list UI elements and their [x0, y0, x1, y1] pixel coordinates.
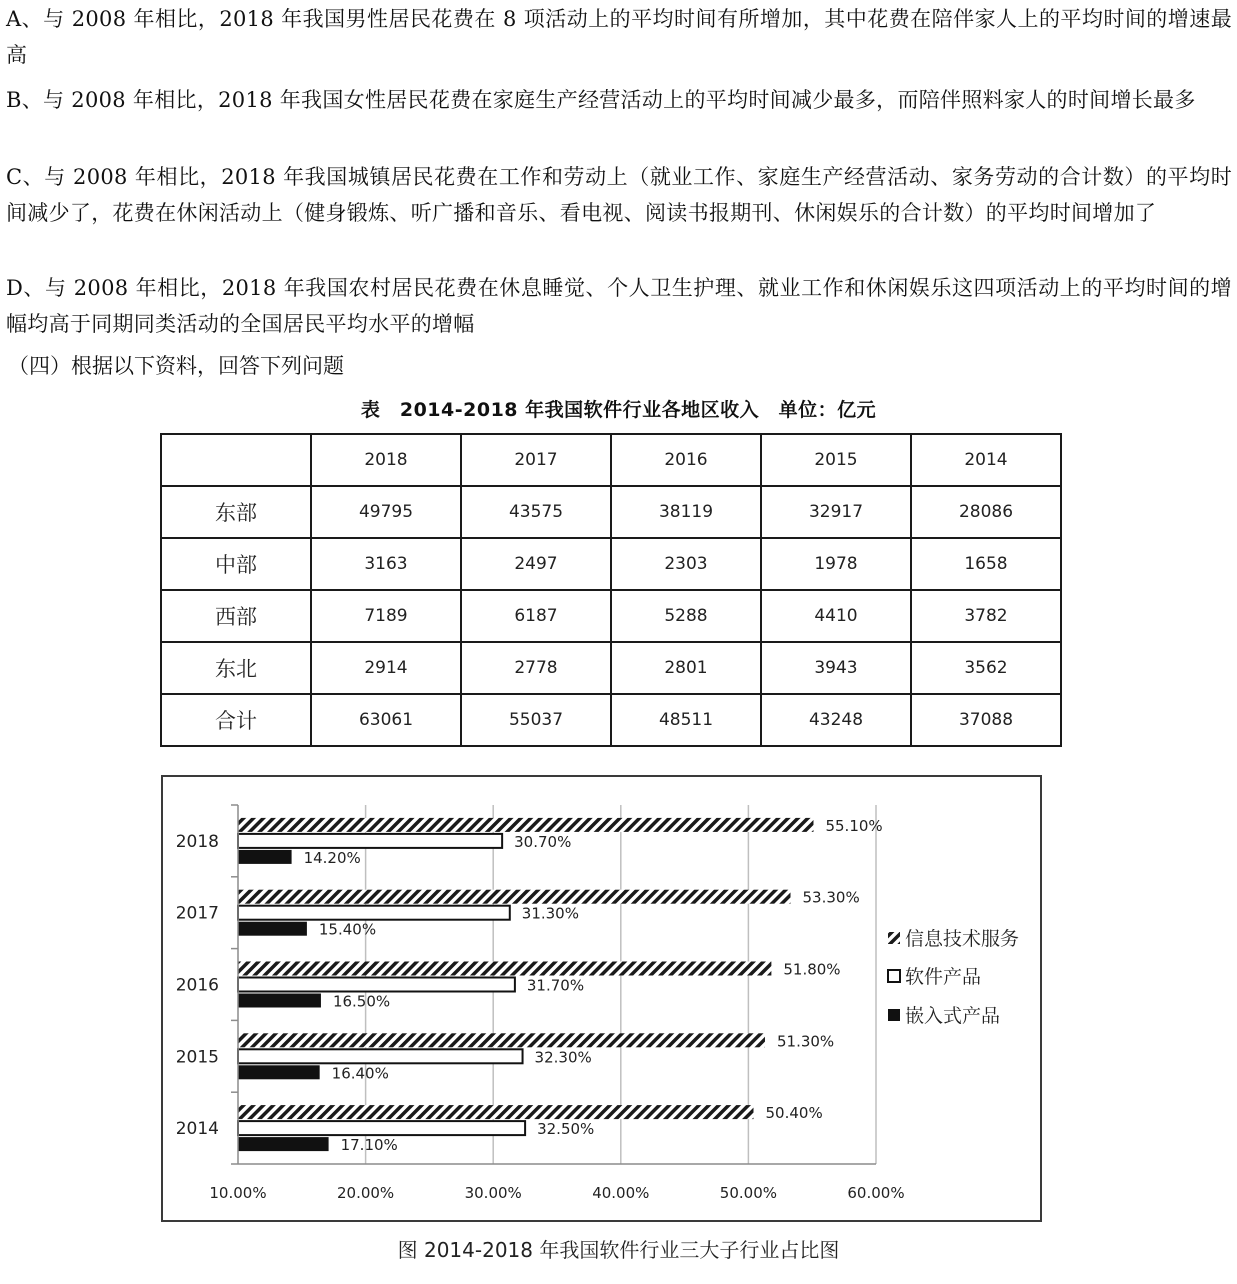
table-cell: 7189	[311, 590, 461, 642]
data-label: 53.30%	[802, 888, 860, 907]
bar	[238, 1105, 754, 1119]
bar	[238, 962, 771, 976]
table-cell: 2497	[461, 538, 611, 590]
data-label: 14.20%	[303, 848, 361, 867]
table-header-cell: 2014	[911, 434, 1061, 486]
data-label: 50.40%	[765, 1104, 823, 1123]
x-tick-label: 20.00%	[336, 1184, 395, 1202]
table-cell: 38119	[611, 486, 761, 538]
bar	[238, 1065, 320, 1079]
option-d: D、与 2008 年相比，2018 年我国农村居民花费在休息睡觉、个人卫生护理、就业工作和休闲娱乐这四项活动上的平均时间的增幅均高于同期同类活动的全国居民平均水平的增幅	[6, 276, 1232, 336]
option-b: B、与 2008 年相比，2018 年我国女性居民花费在家庭生产经营活动上的平均时间减少最多，而陪伴照料家人的时间增长最多	[6, 88, 1196, 112]
bar	[238, 818, 813, 832]
bar	[238, 834, 502, 848]
x-tick-label: 40.00%	[592, 1184, 650, 1202]
legend-label: 软件产品	[905, 966, 982, 988]
bar	[238, 994, 321, 1008]
bars	[238, 818, 813, 1151]
x-tick-label: 10.00%	[209, 1184, 267, 1202]
data-label: 51.30%	[776, 1032, 835, 1051]
table-cell: 28086	[911, 486, 1061, 538]
table-header-cell: 2017	[461, 434, 611, 486]
table-cell: 37088	[911, 694, 1061, 746]
table-cell: 55037	[461, 694, 611, 746]
table-cell: 48511	[611, 694, 761, 746]
legend-swatch	[888, 932, 900, 944]
table-header-cell: 2016	[611, 434, 761, 486]
table-cell: 32917	[761, 486, 911, 538]
table-cell: 3562	[911, 642, 1061, 694]
category-label: 2016	[175, 975, 219, 996]
table-cell: 43575	[461, 486, 611, 538]
chart-caption: 图 2014-2018 年我国软件行业三大子行业占比图	[397, 1238, 840, 1262]
option-a: A、与 2008 年相比，2018 年我国男性居民花费在 8 项活动上的平均时间有所增加，其中花费在陪伴家人上的平均时间的增速最高	[6, 7, 1232, 67]
table-cell: 1658	[911, 538, 1061, 590]
category-label: 2018	[175, 831, 219, 852]
bar	[238, 978, 515, 992]
category-label: 2014	[175, 1119, 219, 1140]
data-label: 32.30%	[534, 1048, 592, 1067]
table-caption: 表 2014-2018 年我国软件行业各地区收入 单位：亿元	[360, 399, 877, 421]
table-cell: 43248	[761, 694, 911, 746]
table-cell: 3943	[761, 642, 911, 694]
bar	[238, 1121, 525, 1135]
row-label: 东北	[161, 642, 311, 694]
bar	[238, 1049, 523, 1063]
table-cell: 2778	[461, 642, 611, 694]
data-label: 55.10%	[825, 816, 883, 835]
x-tick-label: 60.00%	[847, 1184, 905, 1202]
table-cell: 1978	[761, 538, 911, 590]
legend-swatch	[888, 1009, 900, 1021]
category-label: 2017	[175, 903, 219, 924]
data-label: 16.50%	[332, 992, 391, 1011]
bar	[238, 850, 292, 864]
bar	[238, 906, 510, 920]
section-heading: （四）根据以下资料，回答下列问题	[8, 354, 344, 378]
category-label: 2015	[175, 1047, 219, 1068]
data-label: 31.70%	[526, 976, 585, 995]
row-label: 东部	[161, 486, 311, 538]
x-tick-label: 30.00%	[464, 1184, 522, 1202]
table-cell: 4410	[761, 590, 911, 642]
option-c: C、与 2008 年相比，2018 年我国城镇居民花费在工作和劳动上（就业工作、家庭生产经营活动、家务劳动的合计数）的平均时间减少了，花费在休闲活动上（健身锻炼、听广播和音乐、看电视、阅读书报期刊、休闲娱乐的合计数）的平均时间增加了	[6, 165, 1232, 225]
bar	[238, 1137, 329, 1151]
table-cell: 6187	[461, 590, 611, 642]
data-label: 16.40%	[331, 1064, 389, 1083]
table-header-cell: 2018	[311, 434, 461, 486]
legend-label: 嵌入式产品	[905, 1005, 1001, 1027]
x-tick-label: 50.00%	[719, 1184, 778, 1202]
bar	[238, 922, 307, 936]
legend-swatch	[888, 970, 900, 982]
data-label: 32.50%	[537, 1120, 595, 1139]
data-label: 30.70%	[514, 832, 572, 851]
table-cell: 5288	[611, 590, 761, 642]
table-cell: 63061	[311, 694, 461, 746]
table-cell: 2303	[611, 538, 761, 590]
data-label: 17.10%	[340, 1136, 398, 1155]
legend	[888, 928, 1019, 1027]
table-cell: 3782	[911, 590, 1061, 642]
table-cell: 2801	[611, 642, 761, 694]
data-label: 51.80%	[783, 960, 841, 979]
row-label: 中部	[161, 538, 311, 590]
legend-label: 信息技术服务	[905, 928, 1020, 950]
row-label: 西部	[161, 590, 311, 642]
bar	[238, 890, 791, 904]
table-cell: 3163	[311, 538, 461, 590]
data-label: 15.40%	[318, 920, 377, 939]
data-label: 31.30%	[521, 904, 579, 923]
row-label: 合计	[161, 694, 311, 746]
table-cell: 2914	[311, 642, 461, 694]
table-cell: 49795	[311, 486, 461, 538]
bar	[238, 1033, 765, 1047]
table-header-cell: 2015	[761, 434, 911, 486]
